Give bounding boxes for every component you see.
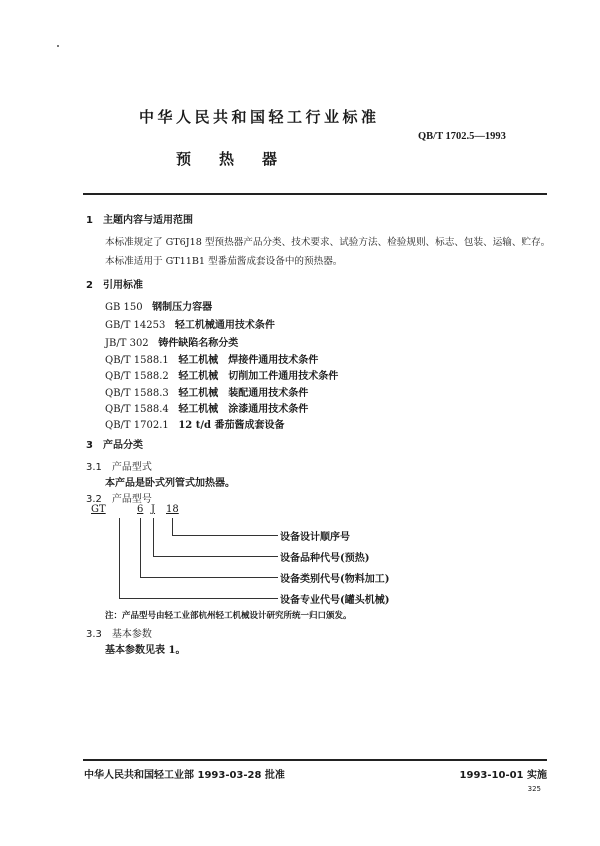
reference-title: 轻工机械 涂漆通用技术条件 [178, 404, 309, 415]
header-rule [83, 193, 547, 195]
model-part-6: 6 [137, 504, 144, 515]
reference-title: 轻工机械 切削加工件通用技术条件 [178, 371, 339, 382]
model-part-gt: GT [91, 504, 106, 515]
reference-code: QB/T 1588.4 [105, 404, 169, 415]
model-note: 注：产品型号由轻工业部杭州轻工机械设计研究所统一归口颁发。 [105, 611, 352, 621]
reference-item [105, 351, 318, 366]
reference-code: QB/T 1588.2 [105, 371, 169, 382]
page-number: 325 [527, 785, 541, 793]
reference-item [105, 298, 212, 313]
section-3-3-text: 基本参数见表 1。 [105, 645, 186, 656]
section-3-1-heading: 3.1 产品型式 [86, 462, 152, 473]
reference-code: QB/T 1702.1 [105, 420, 169, 431]
section-3-3-heading: 3.3 基本参数 [86, 629, 152, 640]
model-label: 设备类别代号(物料加工) [280, 574, 390, 585]
approval-line: 中华人民共和国轻工业部 1993-03-28 批准 [84, 770, 285, 781]
reference-code: GB 150 [105, 302, 143, 313]
model-label: 设备品种代号(预热) [280, 553, 370, 564]
leader-line [172, 518, 173, 536]
reference-item [105, 316, 275, 331]
scan-speck [57, 45, 59, 47]
reference-code: JB/T 302 [105, 338, 149, 349]
reference-item [105, 416, 284, 431]
model-label: 设备专业代号(罐头机械) [280, 595, 390, 606]
leader-line [119, 598, 278, 599]
section-1-heading: 1 主题内容与适用范围 [86, 215, 193, 226]
reference-code: GB/T 14253 [105, 320, 166, 331]
footer-rule [83, 759, 547, 761]
leader-line [119, 518, 120, 599]
reference-title: 12 t/d 番茄酱成套设备 [178, 420, 285, 431]
leader-line [153, 556, 278, 557]
reference-code: QB/T 1588.3 [105, 388, 169, 399]
reference-title: 轻工机械通用技术条件 [174, 320, 275, 331]
section-2-heading: 2 引用标准 [86, 280, 143, 291]
reference-title: 轻工机械 装配通用技术条件 [178, 388, 309, 399]
reference-title: 轻工机械 焊接件通用技术条件 [178, 355, 319, 366]
reference-title: 钢制压力容器 [152, 302, 213, 313]
leader-line [153, 518, 154, 557]
section-3-heading: 3 产品分类 [86, 440, 143, 451]
leader-line [140, 577, 278, 578]
reference-item [105, 400, 308, 415]
reference-item [105, 334, 238, 349]
standard-code: QB/T 1702.5—1993 [418, 131, 506, 142]
leader-line [140, 518, 141, 578]
document-title: 预热器 [176, 150, 306, 168]
reference-item [105, 384, 308, 399]
model-part-18: 18 [166, 504, 179, 515]
model-label: 设备设计顺序号 [280, 532, 350, 543]
reference-title: 铸件缺陷名称分类 [158, 338, 239, 349]
section-1-para-1: 本标准规定了 GT6J18 型预热器产品分类、技术要求、试验方法、检验规则、标志、包装、运输、贮存。 [105, 237, 551, 248]
leader-line [172, 535, 278, 536]
section-3-2-heading: 3.2 产品型号 [86, 494, 152, 505]
reference-code: QB/T 1588.1 [105, 355, 169, 366]
section-1-para-2: 本标准适用于 GT11B1 型番茄酱成套设备中的预热器。 [105, 256, 343, 267]
org-title: 中华人民共和国轻工行业标准 [139, 108, 380, 126]
section-3-1-text: 本产品是卧式列管式加热器。 [105, 478, 235, 489]
reference-item [105, 367, 338, 382]
model-part-j: J [151, 504, 156, 515]
effective-date: 1993-10-01 实施 [459, 770, 547, 781]
